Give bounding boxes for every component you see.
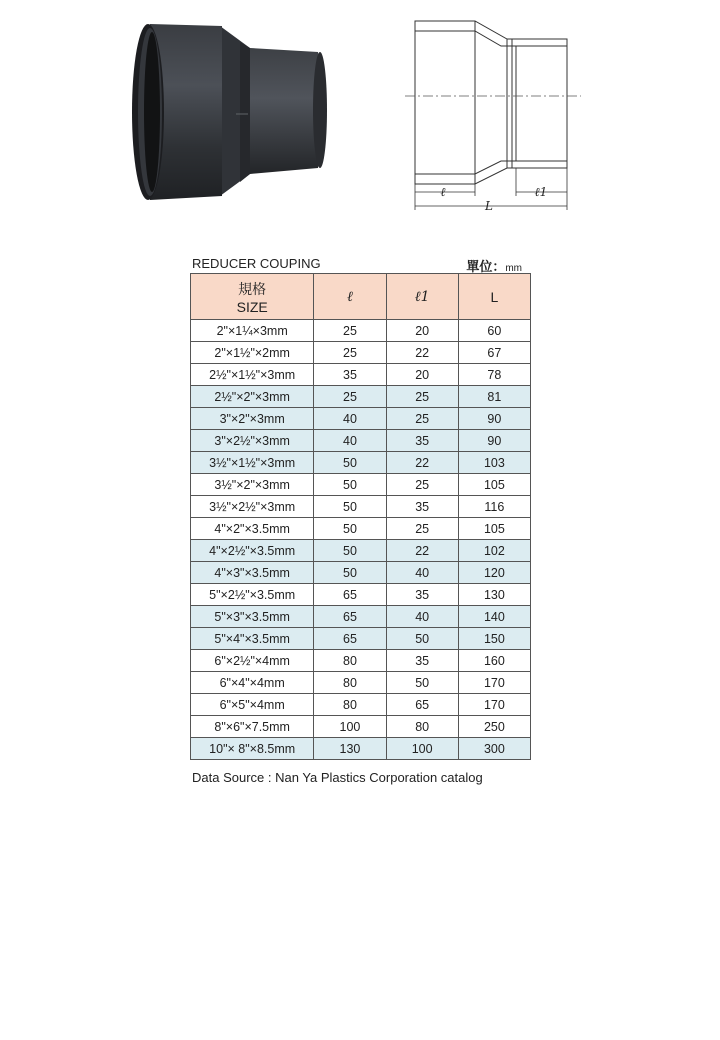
cell-l: 25 xyxy=(314,386,386,408)
table-title: REDUCER COUPING xyxy=(192,256,321,271)
cell-l1: 35 xyxy=(386,584,458,606)
header-l1-text: ℓ1 xyxy=(414,288,430,305)
cell-size: 6"×4"×4mm xyxy=(191,672,314,694)
cell-l1: 22 xyxy=(386,452,458,474)
cell-l1: 25 xyxy=(386,518,458,540)
cell-L: 140 xyxy=(458,606,530,628)
cell-l: 50 xyxy=(314,540,386,562)
unit-value: mm xyxy=(505,263,522,274)
cell-L: 67 xyxy=(458,342,530,364)
cell-l1: 25 xyxy=(386,408,458,430)
header-l-text: ℓ xyxy=(347,288,353,305)
cell-size: 2½"×2"×3mm xyxy=(191,386,314,408)
cell-L: 170 xyxy=(458,672,530,694)
cell-l1: 80 xyxy=(386,716,458,738)
cell-l1: 20 xyxy=(386,364,458,386)
cell-L: 150 xyxy=(458,628,530,650)
cell-l: 65 xyxy=(314,606,386,628)
cell-size: 3"×2"×3mm xyxy=(191,408,314,430)
drawing-label-l: ℓ xyxy=(440,185,446,199)
table-body xyxy=(191,320,531,760)
table-row xyxy=(191,496,531,518)
cell-size: 4"×2½"×3.5mm xyxy=(191,540,314,562)
cell-L: 105 xyxy=(458,474,530,496)
cell-l: 35 xyxy=(314,364,386,386)
cell-L: 300 xyxy=(458,738,530,760)
cell-L: 160 xyxy=(458,650,530,672)
header-l1 xyxy=(386,274,458,320)
cell-size: 3½"×2"×3mm xyxy=(191,474,314,496)
header-L-text: L xyxy=(490,288,499,305)
cell-L: 130 xyxy=(458,584,530,606)
cell-L: 120 xyxy=(458,562,530,584)
table-row xyxy=(191,606,531,628)
cell-size: 4"×3"×3.5mm xyxy=(191,562,314,584)
table-row xyxy=(191,672,531,694)
cell-l1: 20 xyxy=(386,320,458,342)
header-size-en: SIZE xyxy=(236,298,268,315)
table-row xyxy=(191,694,531,716)
table-row xyxy=(191,584,531,606)
drawing-label-L: L xyxy=(485,199,493,212)
cell-size: 10"× 8"×8.5mm xyxy=(191,738,314,760)
cell-size: 8"×6"×7.5mm xyxy=(191,716,314,738)
cell-l: 50 xyxy=(314,452,386,474)
cell-L: 90 xyxy=(458,430,530,452)
cell-l1: 40 xyxy=(386,562,458,584)
header-size xyxy=(191,274,314,320)
cell-l1: 40 xyxy=(386,606,458,628)
table-title-row xyxy=(192,256,522,273)
cell-l: 25 xyxy=(314,320,386,342)
cell-l1: 35 xyxy=(386,650,458,672)
table-row xyxy=(191,650,531,672)
header-L xyxy=(458,274,530,320)
table-row xyxy=(191,452,531,474)
cell-size: 4"×2"×3.5mm xyxy=(191,518,314,540)
cell-l1: 25 xyxy=(386,474,458,496)
cell-L: 102 xyxy=(458,540,530,562)
cell-size: 5"×3"×3.5mm xyxy=(191,606,314,628)
table-row xyxy=(191,562,531,584)
cell-l: 50 xyxy=(314,518,386,540)
cell-l: 130 xyxy=(314,738,386,760)
cell-L: 90 xyxy=(458,408,530,430)
cell-L: 250 xyxy=(458,716,530,738)
cell-l: 80 xyxy=(314,694,386,716)
cell-size: 5"×4"×3.5mm xyxy=(191,628,314,650)
cell-size: 6"×5"×4mm xyxy=(191,694,314,716)
cell-l: 65 xyxy=(314,584,386,606)
table-row xyxy=(191,386,531,408)
data-source: Data Source : Nan Ya Plastics Corporation catalog xyxy=(192,770,483,785)
cell-size: 3½"×2½"×3mm xyxy=(191,496,314,518)
cell-L: 103 xyxy=(458,452,530,474)
cell-size: 2"×1¼×3mm xyxy=(191,320,314,342)
table-row xyxy=(191,320,531,342)
header-l xyxy=(314,274,386,320)
table-row xyxy=(191,342,531,364)
table-header-row xyxy=(191,274,531,320)
cell-l: 50 xyxy=(314,474,386,496)
drawing-label-l1: ℓ1 xyxy=(534,185,548,199)
cell-l: 40 xyxy=(314,408,386,430)
cell-L: 78 xyxy=(458,364,530,386)
cell-L: 81 xyxy=(458,386,530,408)
cell-l1: 22 xyxy=(386,342,458,364)
table-row xyxy=(191,364,531,386)
table-row xyxy=(191,716,531,738)
cell-size: 3"×2½"×3mm xyxy=(191,430,314,452)
cell-l: 80 xyxy=(314,672,386,694)
cell-l: 25 xyxy=(314,342,386,364)
table-row xyxy=(191,540,531,562)
header-size-cn: 規格 xyxy=(238,280,267,297)
cell-l: 50 xyxy=(314,496,386,518)
cell-l1: 65 xyxy=(386,694,458,716)
spec-table xyxy=(190,273,531,760)
cell-L: 60 xyxy=(458,320,530,342)
cell-l1: 50 xyxy=(386,672,458,694)
table-row xyxy=(191,408,531,430)
cell-l1: 35 xyxy=(386,430,458,452)
cell-l: 50 xyxy=(314,562,386,584)
cell-size: 3½"×1½"×3mm xyxy=(191,452,314,474)
cell-l1: 22 xyxy=(386,540,458,562)
table-row xyxy=(191,518,531,540)
cell-size: 5"×2½"×3.5mm xyxy=(191,584,314,606)
cell-l1: 100 xyxy=(386,738,458,760)
cell-L: 170 xyxy=(458,694,530,716)
cell-l: 40 xyxy=(314,430,386,452)
reducer-coupling-drawing xyxy=(403,16,583,212)
unit-prefix: 單位： xyxy=(466,259,506,274)
cell-size: 6"×2½"×4mm xyxy=(191,650,314,672)
cell-l1: 25 xyxy=(386,386,458,408)
cell-L: 116 xyxy=(458,496,530,518)
cell-l1: 35 xyxy=(386,496,458,518)
cell-l: 65 xyxy=(314,628,386,650)
cell-size: 2"×1½"×2mm xyxy=(191,342,314,364)
cell-L: 105 xyxy=(458,518,530,540)
cell-size: 2½"×1½"×3mm xyxy=(191,364,314,386)
table-row xyxy=(191,738,531,760)
table-row xyxy=(191,474,531,496)
table-row xyxy=(191,430,531,452)
cell-l: 100 xyxy=(314,716,386,738)
cell-l: 80 xyxy=(314,650,386,672)
cell-l1: 50 xyxy=(386,628,458,650)
reducer-coupling-photo xyxy=(128,18,328,210)
table-row xyxy=(191,628,531,650)
